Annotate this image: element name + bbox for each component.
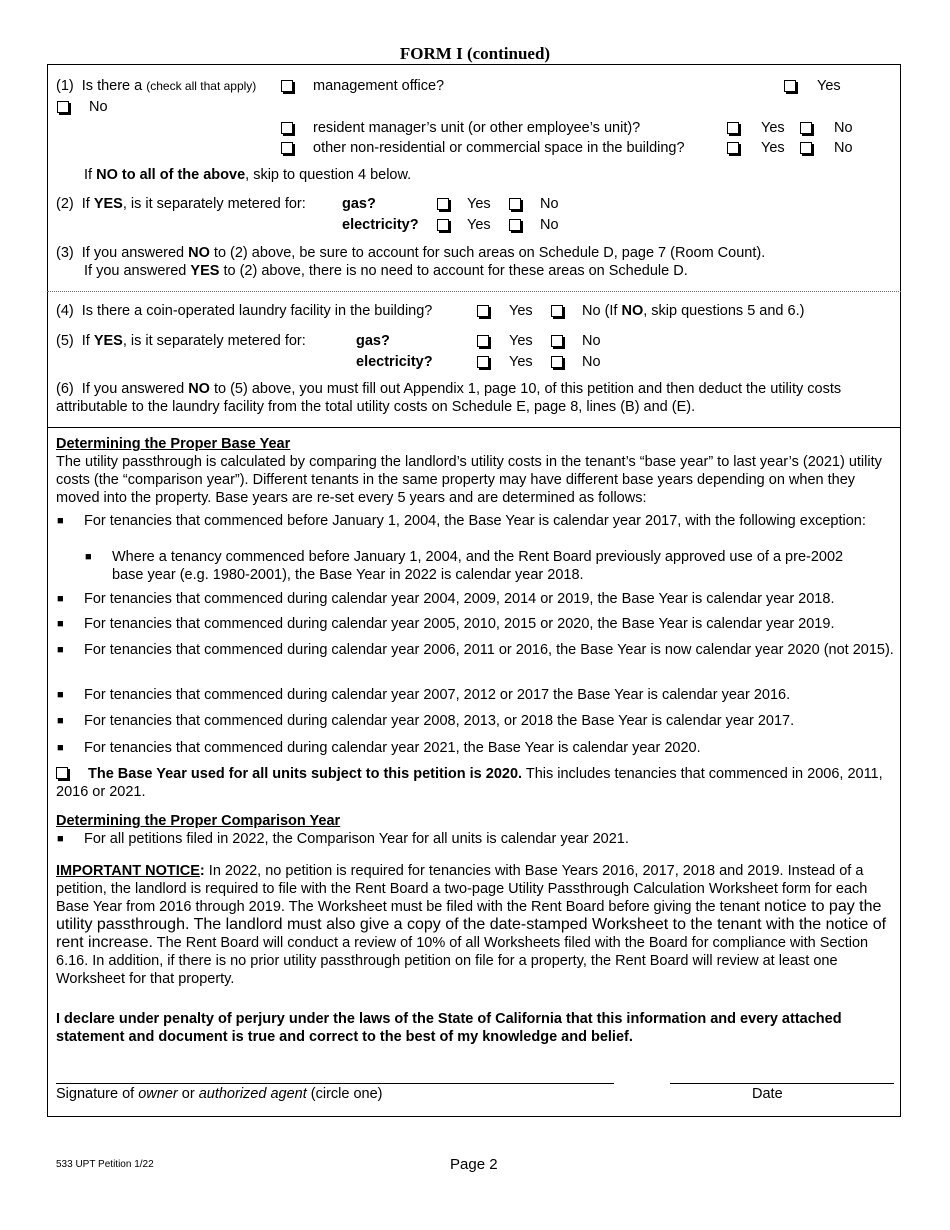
q2-gas-no-label: No: [540, 196, 559, 212]
base-year-bullet-2: For tenancies that commenced during calendar year 2004, 2009, 2014 or 2019, the Base Year is calendar year 2018.: [84, 591, 835, 607]
q1-item2-yes-label: Yes: [761, 120, 785, 136]
q1-item1-yes-checkbox[interactable]: [784, 80, 796, 92]
q6-text: (6) If you answered NO to (5) above, you must fill out Appendix 1, page 10, of this petition and then deduct the utility costs attributable to the laundry facility from the total utility costs on Schedule E, page 8, lines (B) and (E).: [56, 381, 842, 415]
date-line[interactable]: [670, 1083, 894, 1084]
q2-gas-yes-label: Yes: [467, 196, 491, 212]
base-year-statement: The Base Year used for all units subject to this petition is 2020. This includes tenancies that commenced in 2006, 2011, 2016 or 2021.: [56, 766, 883, 800]
signature-label: Signature of owner or authorized agent (circle one): [56, 1086, 383, 1102]
q2-gas-label: gas?: [342, 196, 376, 212]
comparison-year-heading: Determining the Proper Comparison Year: [56, 813, 341, 829]
bullet-icon: ■: [57, 715, 64, 727]
q2-line: (2) If YES, is it separately metered for:: [56, 196, 306, 212]
q1-item3-no-label: No: [834, 140, 853, 156]
q2-electricity-no-label: No: [540, 217, 559, 233]
base-year-bullet-4: For tenancies that commenced during calendar year 2006, 2011 or 2016, the Base Year is now calendar year 2020 (not 2015).: [84, 642, 894, 658]
q1-skip-instruction: If NO to all of the above, skip to question 4 below.: [84, 167, 412, 183]
base-year-bullet-6: For tenancies that commenced during calendar year 2008, 2013, or 2018 the Base Year is calendar year 2017.: [84, 713, 795, 729]
base-year-subbullet: Where a tenancy commenced before January 1, 2004, and the Rent Board previously approved use of a pre-2002 base year (e.g. 1980-2001), the Base Year in 2022 is calendar year 2018.: [112, 549, 844, 583]
bullet-icon: ■: [57, 689, 64, 701]
bullet-icon: ■: [57, 742, 64, 754]
bullet-icon: ■: [57, 515, 64, 527]
q3-line2: If you answered YES to (2) above, there is no need to account for these areas on Schedule D.: [84, 263, 688, 279]
q1-management-office-checkbox[interactable]: [281, 80, 293, 92]
q5-gas-yes-label: Yes: [509, 333, 533, 349]
q2-electricity-yes-checkbox[interactable]: [437, 219, 449, 231]
page-number: Page 2: [450, 1156, 498, 1173]
q4-yes-checkbox[interactable]: [477, 305, 489, 317]
base-year-intro: The utility passthrough is calculated by comparing the landlord’s utility costs in the tenant’s “base year” to last year’s (2021) utility costs (the “comparison year”). Different tenants in the same property may have different base years depending on when they moved into the property. Base years are re-set every 5 years and are determined as follows:: [56, 454, 882, 506]
q2-gas-no-checkbox[interactable]: [509, 198, 521, 210]
q2-electricity-yes-label: Yes: [467, 217, 491, 233]
signature-line[interactable]: [56, 1083, 614, 1084]
q1-item1-label: management office?: [313, 78, 445, 94]
q1-line: (1) Is there a (check all that apply): [56, 78, 257, 94]
q1-item3-no-checkbox[interactable]: [800, 142, 812, 154]
q5-electricity-label: electricity?: [356, 354, 433, 370]
q5-gas-no-checkbox[interactable]: [551, 335, 563, 347]
bullet-icon: ■: [85, 551, 92, 563]
base-year-heading: Determining the Proper Base Year: [56, 436, 291, 452]
important-notice: IMPORTANT NOTICE: In 2022, no petition is required for tenancies with Base Years 2016, 2017, 2018 and 2019. Instead of a petition, the landlord is required to file with the Rent Board a two-page Utility Passthrough Calculation Worksheet form for each Base Year from 2016 through 2019. The Worksheet must be filed with the Rent Board before giving the tenant notice to pay the utility passthrough. The landlord must also give a copy of the date-stamped Worksheet to the tenant with the notice of rent increase. The Rent Board will conduct a review of 10% of all Worksheets filed with the Board for compliance with Section 6.16. In addition, if there is no prior utility passthrough petition on file for a property, the Rent Board will review at least one Worksheet for that property.: [56, 863, 887, 987]
q1-item2-label: resident manager’s unit (or other employee’s unit)?: [313, 120, 641, 136]
bullet-icon: ■: [57, 618, 64, 630]
q1-other-space-checkbox[interactable]: [281, 142, 293, 154]
q2-gas-yes-checkbox[interactable]: [437, 198, 449, 210]
q5-electricity-yes-label: Yes: [509, 354, 533, 370]
q1-item1-no-checkbox[interactable]: [57, 101, 69, 113]
bullet-icon: ■: [57, 833, 64, 845]
base-year-bullet-3: For tenancies that commenced during calendar year 2005, 2010, 2015 or 2020, the Base Year is calendar year 2019.: [84, 616, 835, 632]
form-id: 533 UPT Petition 1/22: [56, 1159, 154, 1170]
section-divider-2: [47, 427, 901, 428]
q1-item2-yes-checkbox[interactable]: [727, 122, 739, 134]
q5-gas-no-label: No: [582, 333, 601, 349]
q5-electricity-yes-checkbox[interactable]: [477, 356, 489, 368]
q5-electricity-no-checkbox[interactable]: [551, 356, 563, 368]
section-divider: [47, 291, 901, 292]
q3-line1: (3) If you answered NO to (2) above, be sure to account for such areas on Schedule D, page 7 (Room Count).: [56, 245, 766, 261]
q5-line: (5) If YES, is it separately metered for:: [56, 333, 306, 349]
q1-resident-manager-checkbox[interactable]: [281, 122, 293, 134]
base-year-bullet-5: For tenancies that commenced during calendar year 2007, 2012 or 2017 the Base Year is calendar year 2016.: [84, 687, 791, 703]
q4-no-label: No (If NO, skip questions 5 and 6.): [582, 303, 805, 319]
comparison-year-bullet: For all petitions filed in 2022, the Comparison Year for all units is calendar year 2021.: [84, 831, 629, 847]
base-year-bullet-1: For tenancies that commenced before January 1, 2004, the Base Year is calendar year 2017, with the following exception:: [84, 513, 866, 529]
q4-no-checkbox[interactable]: [551, 305, 563, 317]
bullet-icon: ■: [57, 644, 64, 656]
q1-item1-yes-label: Yes: [817, 78, 841, 94]
q2-electricity-no-checkbox[interactable]: [509, 219, 521, 231]
form-title: FORM I (continued): [399, 44, 551, 63]
q5-gas-label: gas?: [356, 333, 390, 349]
q5-electricity-no-label: No: [582, 354, 601, 370]
q4-line: (4) Is there a coin-operated laundry facility in the building?: [56, 303, 433, 319]
q1-item1-no-label: No: [89, 99, 108, 115]
q1-item2-no-checkbox[interactable]: [800, 122, 812, 134]
q5-gas-yes-checkbox[interactable]: [477, 335, 489, 347]
q4-yes-label: Yes: [509, 303, 533, 319]
bullet-icon: ■: [57, 593, 64, 605]
perjury-declaration: I declare under penalty of perjury under the laws of the State of California that this information and every attached statement and document is true and correct to the best of my knowledge and belief.: [56, 1011, 842, 1045]
q1-item3-yes-label: Yes: [761, 140, 785, 156]
date-label: Date: [752, 1086, 783, 1102]
q2-electricity-label: electricity?: [342, 217, 419, 233]
q1-item3-label: other non-residential or commercial space in the building?: [313, 140, 685, 156]
q1-item2-no-label: No: [834, 120, 853, 136]
base-year-bullet-7: For tenancies that commenced during calendar year 2021, the Base Year is calendar year 2020.: [84, 740, 701, 756]
base-year-2020-checkbox[interactable]: [56, 767, 68, 779]
q1-item3-yes-checkbox[interactable]: [727, 142, 739, 154]
